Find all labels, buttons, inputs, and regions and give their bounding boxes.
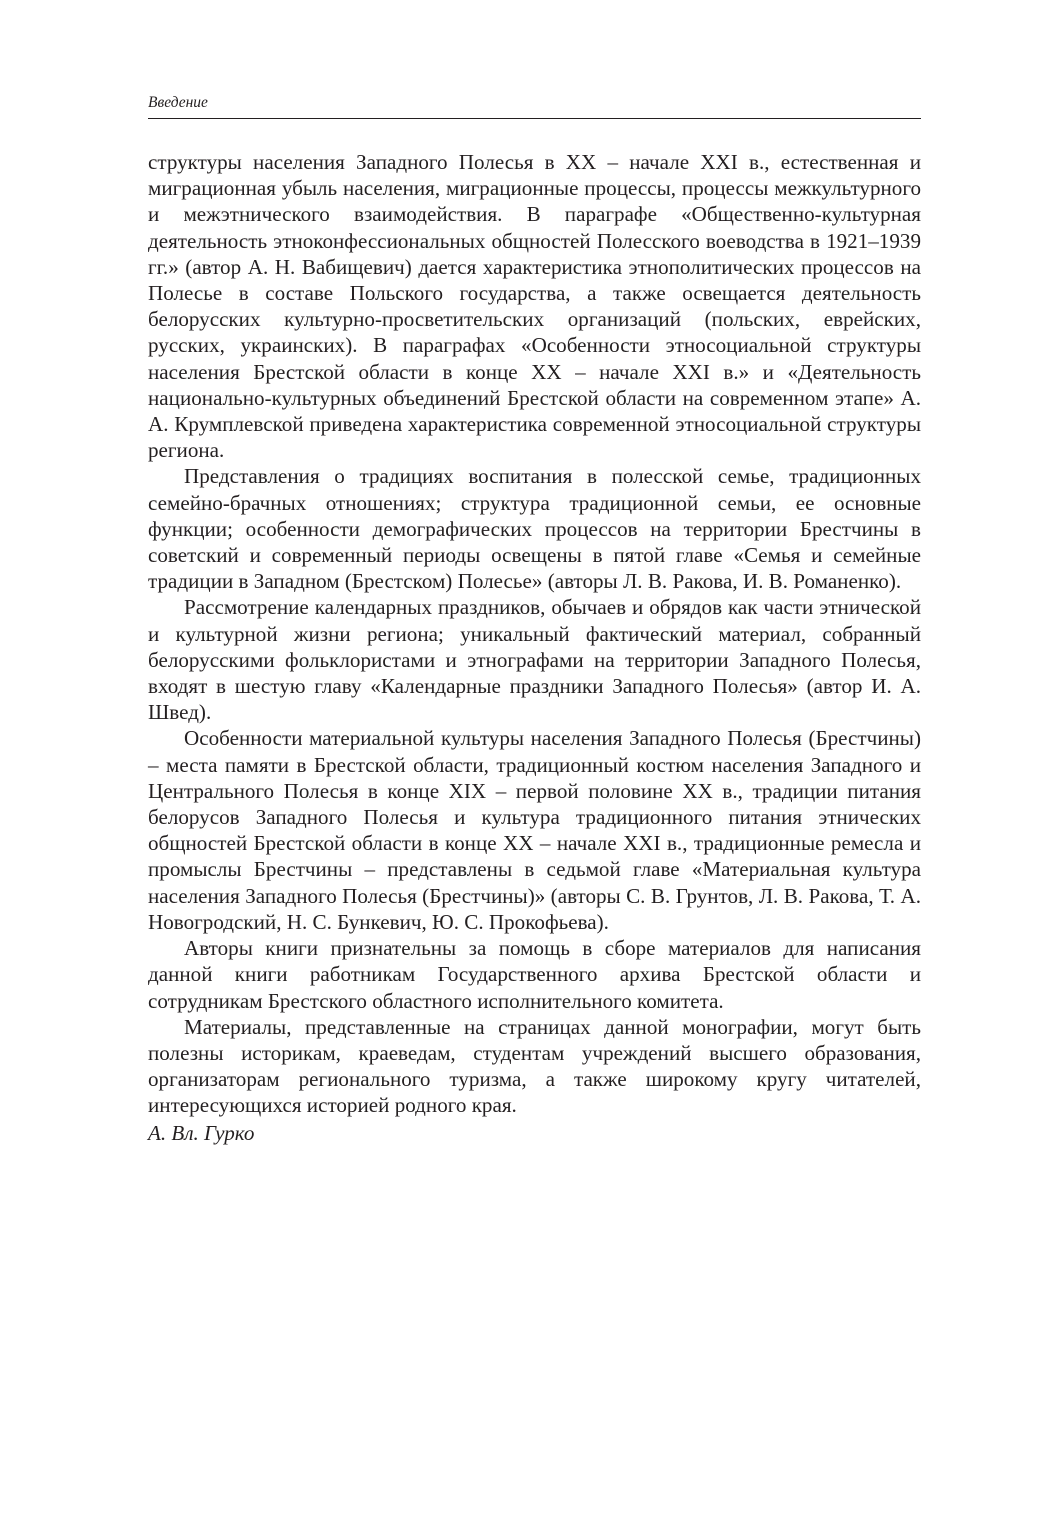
paragraph: Рассмотрение календарных праздников, обычаев и обрядов как части этнической и культурной жизни региона; уникальный фактический материал, собранный белорусскими фольклористами и этнографами на территории Западного Полесья, входят в шестую главу «Календарные праздники Западного Полесья» (автор И. А. Швед). bbox=[148, 595, 921, 725]
paragraph: Авторы книги признательны за помощь в сборе материалов для написания данной книги работникам Государственного архива Брестской области и сотрудникам Брестского областного исполнительного комитета. bbox=[148, 936, 921, 1013]
header-rule bbox=[148, 118, 921, 119]
paragraph: Особенности материальной культуры населения Западного Полесья (Брестчины) – места памяти в Брестской области, традиционный костюм населения Западного и Центрального Полесья в конце XIX – первой половине XX в., традиции питания белорусов Западного Полесья и культура традиционного питания этнических общностей Брестской области в конце XX – начале XXI в., традиционные ремесла и промыслы Брестчины – представлены в седьмой главе «Материальная культура населения Западного Полесья (Брестчины)» (авторы С. В. Грунтов, Л. В. Ракова, Т. А. Новогродский, Н. С. Бункевич, Ю. С. Прокофьева). bbox=[148, 726, 921, 934]
running-head-title: Введение bbox=[148, 94, 208, 111]
author-signature: А. Вл. Гурко bbox=[148, 1120, 255, 1145]
paragraph-continuation: структуры населения Западного Полесья в XX – начале XXI в., естественная и миграционная убыль населения, миграционные процессы, процессы межкультурного и межэтнического взаимодействия. В параграфе «Общественно-культурная деятельность этноконфессиональных общностей Полесского воеводства в 1921–1939 гг.» (автор А. Н. Вабищевич) дается характеристика этнополитических процессов на Полесье в составе Польского государства, а также освещается деятельность белорусских культурно-просветительских организаций (польских, еврейских, русских, украинских). В параграфах «Особенности этносоциальной структуры населения Брестской области в конце XX – начале XXI в.» и «Деятельность национально-культурных объединений Брестской области на современном этапе» А. А. Крумплевской приведена характеристика современной этносоциальной структуры региона. bbox=[148, 150, 921, 463]
body-text bbox=[148, 149, 921, 1146]
paragraph: Материалы, представленные на страницах данной монографии, могут быть полезны историкам, краеведам, студентам учреждений высшего образования, организаторам регионального туризма, а также широкому кругу читателей, интересующихся историей родного края. bbox=[148, 1014, 921, 1118]
running-head bbox=[148, 90, 921, 120]
paragraph: Представления о традициях воспитания в полесской семье, традиционных семейно-брачных отношениях; структура традиционной семьи, ее основные функции; особенности демографических процессов на территории Брестчины в советский и современный периоды освещены в пятой главе «Семья и семейные традиции в Западном (Брестском) Полесье» (авторы Л. В. Ракова, И. В. Романенко). bbox=[148, 464, 921, 594]
